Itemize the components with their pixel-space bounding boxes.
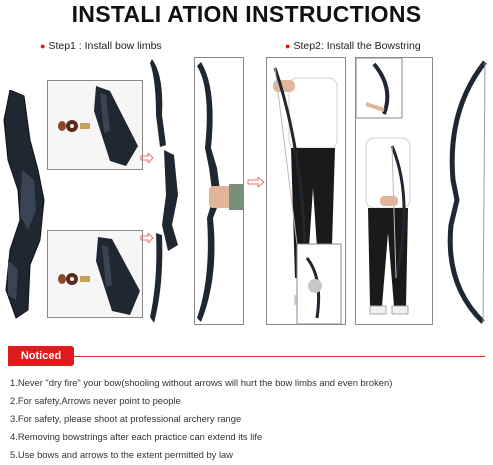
notice-badge: Noticed [8, 346, 74, 366]
page-title: INSTALI ATION INSTRUCTIONS [71, 1, 422, 27]
bow-riser-image [0, 90, 50, 320]
rule-item: 2.For safety,Arrows never point to people [10, 395, 181, 406]
limb-bolt-bottom-image [48, 231, 143, 318]
bullet-dot-icon: ● [40, 41, 46, 51]
assembled-bow-image [195, 58, 244, 325]
assembled-bow-panel [194, 57, 244, 325]
rule-item: 4.Removing bowstrings after each practice can extend its life [10, 431, 263, 442]
rule-item: 3.For safety, please shoot at professional archery range [10, 413, 242, 424]
strung-bow-person-image [356, 58, 433, 325]
step-2-label: Step2: Install the Bowstring [293, 40, 421, 52]
strung-bow-person-panel [355, 57, 433, 325]
safety-rules-list [10, 377, 488, 465]
rule-item: 5.Use bows and arrows to the extent permitted by law [10, 449, 234, 460]
strung-bow-image [437, 60, 491, 325]
limb-attach-bottom-panel [47, 230, 143, 318]
instruction-illustrations [0, 55, 493, 335]
step-1-label: Step1 : Install bow limbs [48, 40, 162, 52]
stringing-person-panel [266, 57, 346, 325]
step-1-heading [40, 40, 162, 52]
arrow-icon [247, 177, 265, 187]
bow-parts-image [150, 55, 190, 330]
notice-divider [8, 356, 485, 357]
rule-item: 1.Never "dry fire" your bow(shooling without arrows will hurt the bow limbs and even broken) [10, 377, 393, 388]
bullet-dot-icon: ● [285, 41, 291, 51]
stringing-person-image [267, 58, 346, 325]
step-2-heading [285, 40, 421, 52]
notice-bar [8, 346, 485, 366]
limb-attach-top-panel [47, 80, 143, 170]
limb-bolt-top-image [48, 81, 143, 170]
